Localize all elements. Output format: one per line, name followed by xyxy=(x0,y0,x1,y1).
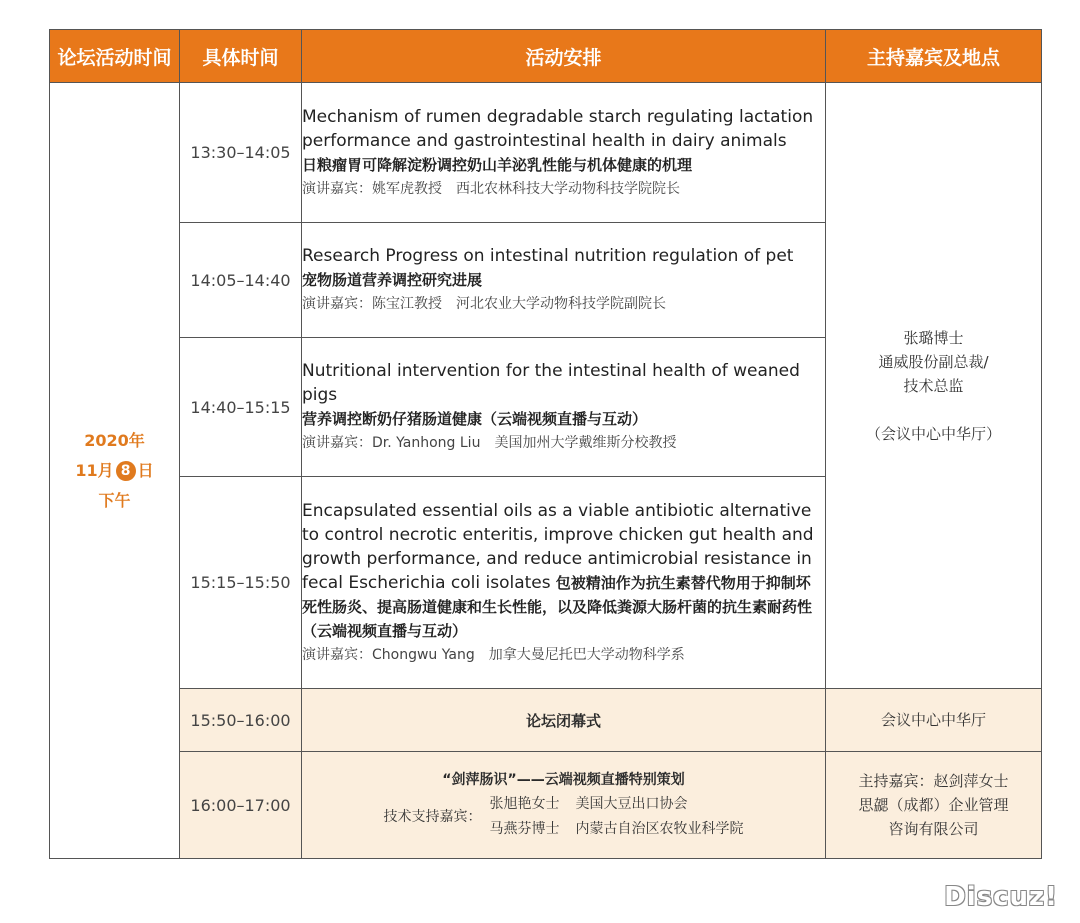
support-guest: 张旭艳女士 美国大豆出口协会 xyxy=(489,796,688,812)
special-title: “剑萍肠识”——云端视频直播特别策划 xyxy=(442,772,685,788)
closing-row xyxy=(50,689,1042,752)
session-activity xyxy=(302,338,826,477)
session-time: 14:40–15:15 xyxy=(180,338,302,477)
session-title-en: Nutritional intervention for the intestinal health of weaned pigs xyxy=(302,361,800,405)
session-title-en: Research Progress on intestinal nutrition regulation of pet xyxy=(302,246,794,266)
closing-time: 15:50–16:00 xyxy=(180,689,302,752)
special-host-line-3: 咨询有限公司 xyxy=(888,820,979,838)
host-venue: （会议中心中华厅） xyxy=(865,424,1001,443)
session-title-cn: 营养调控断奶仔猪肠道健康（云端视频直播与互动） xyxy=(302,410,648,428)
special-host-cell xyxy=(826,752,1042,859)
closing-label: 论坛闭幕式 xyxy=(302,689,826,752)
host-title-1: 通威股份副总裁/ xyxy=(878,352,989,371)
host-title-2: 技术总监 xyxy=(903,376,964,395)
table-row xyxy=(50,83,1042,223)
header-row xyxy=(50,30,1042,83)
header-forum-time: 论坛活动时间 xyxy=(50,30,180,83)
special-host-line-2: 思勰（成都）企业管理 xyxy=(858,796,1009,814)
closing-venue: 会议中心中华厅 xyxy=(826,689,1042,752)
session-title-cn: 包被精油作为抗生素替代物用于抑制坏死性肠炎、提高肠道健康和生长性能，以及降低粪源大肠杆菌的抗生素耐药性（云端视频直播与互动） xyxy=(302,573,813,640)
session-title xyxy=(302,499,825,643)
forum-date-cell xyxy=(50,83,180,859)
support-label: 技术支持嘉宾： xyxy=(383,808,482,825)
session-title-cn: 日粮瘤胃可降解淀粉调控奶山羊泌乳性能与机体健康的机理 xyxy=(302,155,693,174)
session-time: 15:15–15:50 xyxy=(180,477,302,689)
session-time: 14:05–14:40 xyxy=(180,223,302,338)
date-day: 11月 8 日 xyxy=(75,460,154,480)
session-activity xyxy=(302,477,826,689)
session-speaker: 演讲嘉宾：陈宝江教授 河北农业大学动物科技学院副院长 xyxy=(302,296,666,312)
header-activity: 活动安排 xyxy=(302,30,826,83)
date-period: 下午 xyxy=(98,490,131,510)
session-time: 13:30–14:05 xyxy=(180,83,302,223)
host-name: 张璐博士 xyxy=(903,328,964,347)
date-year: 2020年 xyxy=(84,430,145,450)
special-support-guests xyxy=(302,792,825,842)
session-title-en: Mechanism of rumen degradable starch regulating lactation performance and gastrointestinal health in dairy animals xyxy=(302,106,814,151)
forum-schedule-table xyxy=(49,29,1042,859)
special-row xyxy=(50,752,1042,859)
session-speaker: 演讲嘉宾：姚军虎教授 西北农林科技大学动物科技学院院长 xyxy=(302,180,680,197)
special-activity xyxy=(302,752,826,859)
header-specific-time: 具体时间 xyxy=(180,30,302,83)
session-title-en: Encapsulated essential oils as a viable antibiotic alternative to control necrotic enteritis, improve chicken gut health and growth performance, and reduce antimicrobial resistance in fecal Escherichia coli isolates xyxy=(302,500,814,593)
session-title-cn: 宠物肠道营养调控研究进展 xyxy=(302,271,483,289)
discuz-watermark: Discuz! xyxy=(944,882,1058,912)
header-host-venue: 主持嘉宾及地点 xyxy=(826,30,1042,83)
special-time: 16:00–17:00 xyxy=(180,752,302,859)
day-number-badge: 8 xyxy=(116,461,136,481)
support-guest: 马燕芬博士 内蒙古自治区农牧业科学院 xyxy=(489,821,744,837)
session-activity xyxy=(302,223,826,338)
session-speaker: 演讲嘉宾：Dr. Yanhong Liu 美国加州大学戴维斯分校教授 xyxy=(302,435,677,451)
host-venue-cell xyxy=(826,83,1042,689)
session-speaker: 演讲嘉宾：Chongwu Yang 加拿大曼尼托巴大学动物科学系 xyxy=(302,646,685,663)
session-activity xyxy=(302,83,826,223)
special-host-line-1: 主持嘉宾：赵剑萍女士 xyxy=(858,772,1009,790)
